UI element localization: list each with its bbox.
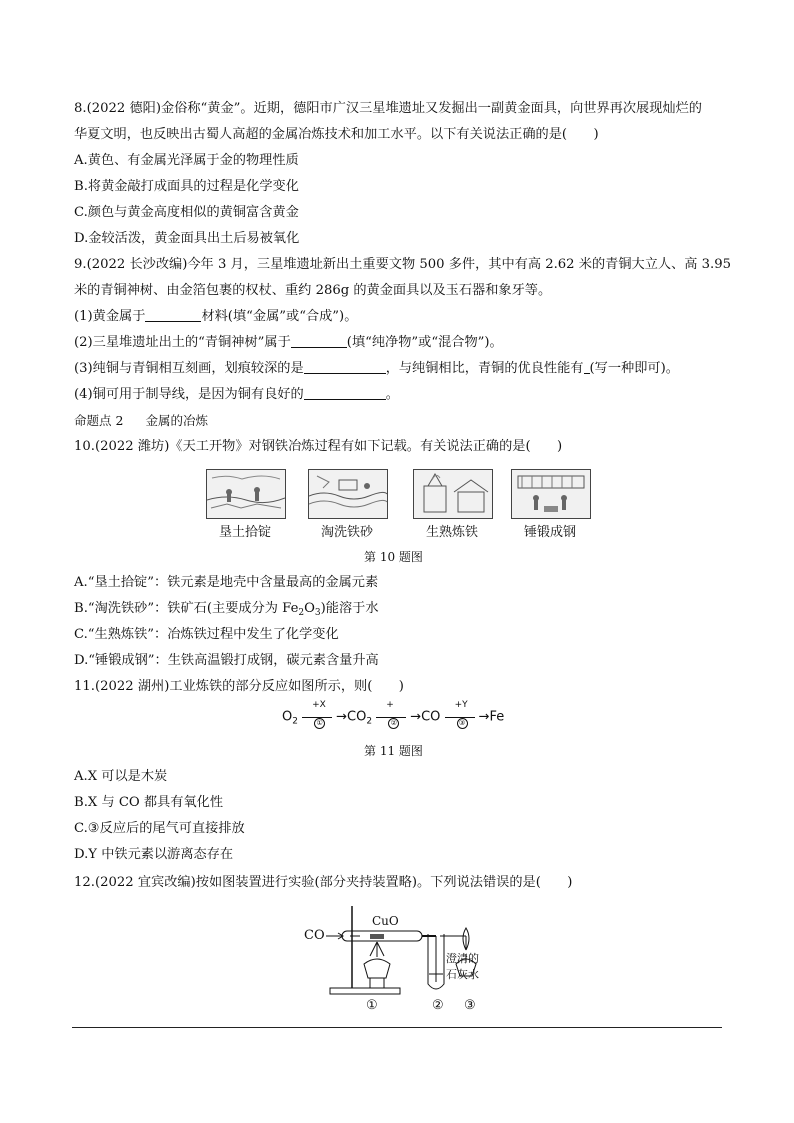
- arrow-icon: →: [478, 709, 490, 725]
- q10-option-c: C.“生熟炼铁”：冶炼铁过程中发生了化学变化: [74, 627, 339, 642]
- gas-label: CO: [304, 928, 325, 943]
- picture-smelting: [413, 469, 493, 519]
- q9-part3: (3)纯铜与青铜相互刻画，划痕较深的是 ，与纯铜相比，青铜的优良性能有 (写一种即可)。: [74, 361, 679, 376]
- picture-label: 垦土拾锭: [218, 525, 271, 540]
- answer-blank: [145, 308, 201, 322]
- q11-option-b: B.X 与 CO 都具有氧化性: [74, 795, 224, 810]
- q9-stem-line1: 9.(2022 长沙改编)今年 3 月，三星堆遗址新出土重要文物 500 多件，其中有高 2.62 米的青铜大立人、高 3.95: [74, 257, 732, 272]
- section-heading: [74, 412, 208, 430]
- apparatus-number: ③: [464, 998, 476, 1013]
- reaction-step: +X ①: [302, 708, 336, 726]
- picture-label: 锤锻成钢: [523, 525, 576, 540]
- section-title: 金属的冶炼: [145, 413, 208, 428]
- q11-option-a: A.X 可以是木炭: [74, 769, 168, 784]
- picture-label: 生熟炼铁: [425, 525, 478, 540]
- q12-stem: 12.(2022 宜宾改编)按如图装置进行实验(部分夹持装置略)。下列说法错误的是( ): [74, 875, 573, 890]
- q8-option-d: D.金较活泼，黄金面具出土后易被氧化: [74, 231, 300, 246]
- answer-blank: [304, 360, 386, 374]
- apparatus-number: ①: [366, 998, 378, 1013]
- q10-option-a: A.“垦土拾锭”：铁元素是地壳中含量最高的金属元素: [74, 575, 379, 590]
- q11-option-d: D.Y 中铁元素以游离态存在: [74, 847, 234, 862]
- q8-stem-line1: 8.(2022 德阳)金俗称“黄金”。近期，德阳市广汉三星堆遗址又发掘出一副黄金面具，向世界再次展现灿烂的: [74, 101, 702, 116]
- picture-washing: [308, 469, 388, 519]
- answer-blank: [304, 386, 386, 400]
- q8-stem-line2: 华夏文明，也反映出古蜀人高超的金属冶炼技术和加工水平。以下有关说法正确的是( ): [74, 127, 599, 142]
- q9-part4: (4)铜可用于制导线，是因为铜有良好的 。: [74, 387, 399, 402]
- q8-option-c: C.颜色与黄金高度相似的黄铜富含黄金: [74, 205, 299, 220]
- apparatus-number: ②: [432, 998, 444, 1013]
- q11-stem: 11.(2022 湖州)工业炼铁的部分反应如图所示，则( ): [74, 679, 404, 694]
- section-label: 命题点 2: [74, 413, 124, 428]
- picture-forging: [511, 469, 591, 519]
- arrow-icon: →: [410, 709, 422, 725]
- apparatus-diagram: [300, 902, 500, 1014]
- reagent-label: CuO: [372, 914, 399, 928]
- answer-blank: [291, 334, 347, 348]
- limewater-label-2: 石灰水: [446, 968, 479, 981]
- q8-option-b: B.将黄金敲打成面具的过程是化学变化: [74, 179, 299, 194]
- q11-option-c: C.③反应后的尾气可直接排放: [74, 821, 245, 836]
- q8-option-a: A.黄色、有金属光泽属于金的物理性质: [74, 153, 299, 168]
- q10-option-b: B.“淘洗铁砂”：铁矿石(主要成分为 $Fe_2O_3$)能溶于水: [74, 601, 379, 618]
- reaction-step: +Y ③: [445, 708, 479, 726]
- q9-part1: (1)黄金属于 材料(填“金属”或“合成”)。: [74, 309, 358, 324]
- figure-caption: 第 10 题图: [364, 550, 423, 564]
- q9-part2: (2)三星堆遗址出土的“青铜神树”属于 (填“纯净物”或“混合物”)。: [74, 335, 503, 350]
- picture-plowing: [206, 469, 286, 519]
- q9-stem-line2: 米的青铜神树、由金箔包裹的权杖、重约 286g 的黄金面具以及玉石器和象牙等。: [74, 283, 552, 298]
- arrow-icon: →: [336, 709, 348, 725]
- limewater-label-1: 澄清的: [446, 952, 479, 965]
- figure-caption: 第 11 题图: [364, 744, 423, 758]
- reaction-step: + ②: [376, 708, 410, 726]
- page-divider: [72, 1027, 722, 1028]
- picture-label: 淘洗铁砂: [320, 525, 373, 540]
- q10-stem: 10.(2022 潍坊)《天工开物》对钢铁冶炼过程有如下记载。有关说法正确的是( ): [74, 439, 563, 454]
- reaction-scheme: $O_2$ +X ① $\to CO_2$ + ② →CO +Y ③ →Fe: [282, 700, 505, 727]
- q10-option-d: D.“锤锻成钢”：生铁高温锻打成钢，碳元素含量升高: [74, 653, 379, 668]
